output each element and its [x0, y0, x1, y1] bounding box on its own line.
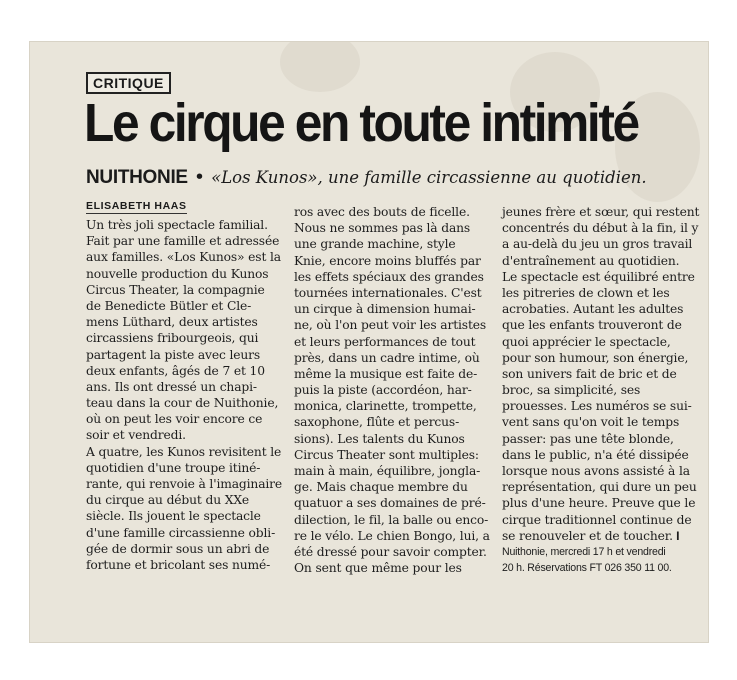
newspaper-clipping — [30, 42, 708, 642]
text-line: a au-delà du jeu un gros travail — [502, 237, 693, 252]
text-line: jeunes frère et sœur, qui restent — [502, 205, 700, 219]
text-line: siècle. Ils jouent le spectacle — [86, 509, 261, 524]
text-line: rante, qui renvoie à l'imaginaire — [86, 477, 283, 491]
text-line: où on peut les voir encore ce — [86, 412, 263, 427]
text-line: quatuor a ses domaines de pré- — [294, 496, 486, 511]
text-line: saxophone, flûte et percus- — [294, 415, 460, 430]
text-line: Un très joli spectacle familial. — [86, 218, 268, 232]
text-line: du cirque au début du XXe — [86, 493, 250, 508]
text-line: près, dans un cadre intime, où — [294, 350, 480, 365]
text-line: nouvelle production du Kunos — [86, 266, 269, 281]
text-line: deux enfants, âgés de 7 et 10 — [86, 363, 265, 378]
text-line: quoi apprécier le spectacle, — [502, 334, 671, 349]
text-line: soir et vendredi. — [86, 428, 186, 443]
text-line: circassiens fribourgeois, qui — [86, 331, 259, 346]
subheading-separator: • — [187, 166, 212, 188]
text-line: acrobaties. Autant les adultes — [502, 302, 684, 317]
text-line: dans le public, n'a été dissipée — [502, 447, 689, 462]
text-line: main à main, équilibre, jongla- — [294, 464, 481, 478]
text-line: Le spectacle est équilibré entre — [502, 269, 695, 284]
text-line: pour son humour, son énergie, — [502, 350, 689, 365]
text-line: lorsque nous avons assisté à la — [502, 464, 690, 478]
text-line: et leurs performances de tout — [294, 334, 476, 349]
text-line: ne, où l'on peut voir les artistes — [294, 318, 487, 333]
text-line: quotidien d'une troupe itiné- — [86, 460, 261, 475]
text-line: ros avec des bouts de ficelle. — [294, 205, 470, 219]
text-line: dilection, le fil, la balle ou enco- — [294, 512, 489, 527]
article-subheading — [86, 165, 706, 190]
show-info-line: 20 h. Réservations FT 026 350 11 00. — [502, 562, 672, 575]
article-column-2 — [294, 204, 490, 576]
text-line: d'une famille circassienne obli- — [86, 525, 276, 540]
section-kicker: CRITIQUE — [86, 72, 171, 94]
article-tagline: «Los Kunos», une famille circassienne au quotidien. — [211, 168, 647, 187]
text-line: une grande machine, style — [294, 237, 456, 252]
text-line: Knie, encore moins bluffés par — [294, 253, 481, 268]
text-line: On sent que même pour les — [294, 561, 462, 576]
text-line: tournées internationales. C'est — [294, 285, 482, 300]
background-bleed-shape — [280, 42, 360, 92]
text-line: re le vélo. Le chien Bongo, lui, a — [294, 528, 490, 543]
text-line: sions). Les talents du Kunos — [294, 431, 465, 446]
text-line: Fait par une famille et adressée — [86, 234, 280, 249]
text-line: les effets spéciaux des grandes — [294, 269, 484, 284]
text-line: partagent la piste avec leurs — [86, 347, 261, 362]
article-column-1 — [86, 217, 282, 573]
text-line: même la musique est faite de- — [294, 366, 478, 381]
text-line: fortune et bricolant ses numé- — [86, 557, 271, 572]
text-line: Nous ne sommes pas là dans — [294, 221, 471, 236]
text-line: concentrés du début à la fin, il y — [502, 221, 699, 236]
article-headline: Le cirque en toute intimité — [84, 93, 638, 153]
text-line: cirque traditionnel continue de — [502, 512, 692, 527]
article-column-3 — [502, 204, 698, 576]
text-line: représentation, qui dure un peu — [502, 480, 697, 495]
text-line: d'entraînement au quotidien. — [502, 253, 680, 268]
end-mark: I — [672, 528, 680, 543]
text-line: de Benedicte Bütler et Cle- — [86, 298, 252, 313]
text-line: puis la piste (accordéon, har- — [294, 383, 472, 398]
text-line: aux familles. «Los Kunos» est la — [86, 250, 281, 265]
author-byline: ELISABETH HAAS — [86, 200, 187, 212]
text-line: Circus Theater, la compagnie — [86, 282, 265, 297]
text-line: Circus Theater sont multiples: — [294, 447, 479, 462]
text-line: gée de dormir sous un abri de — [86, 541, 270, 556]
show-info-line: Nuithonie, mercredi 17 h et vendredi — [502, 545, 666, 558]
text-line: un cirque à dimension humai- — [294, 302, 476, 317]
text-line: A quatre, les Kunos revisitent le — [86, 444, 282, 459]
text-line: prouesses. Les numéros se sui- — [502, 399, 692, 414]
text-line: ans. Ils ont dressé un chapi- — [86, 379, 257, 394]
text-line: se renouveler et de toucher. I — [502, 528, 680, 543]
location-label: NUITHONIE — [86, 167, 188, 188]
text-line: vent sans qu'on voit le temps — [502, 415, 680, 430]
text-line: son univers fait de bric et de — [502, 366, 677, 381]
text-line: monica, clarinette, trompette, — [294, 399, 477, 414]
text-line: été dressé pour savoir compter. — [294, 544, 487, 559]
text-line: mens Lüthard, deux artistes — [86, 315, 258, 330]
text-line: teau dans la cour de Nuithonie, — [86, 396, 279, 411]
text-line: passer: pas une tête blonde, — [502, 431, 674, 446]
text-line: que les enfants trouveront de — [502, 318, 682, 333]
text-line: plus d'une heure. Preuve que le — [502, 496, 696, 511]
text-line: broc, sa simplicité, ses — [502, 383, 641, 398]
text-line: les pitreries de clown et les — [502, 285, 670, 300]
text-line: ge. Mais chaque membre du — [294, 480, 468, 495]
